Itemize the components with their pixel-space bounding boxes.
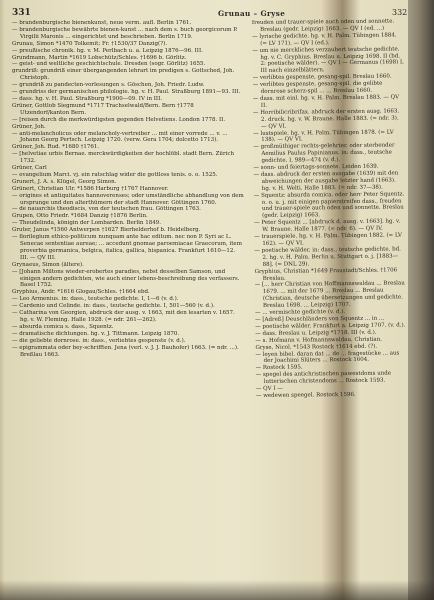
bibliography-entry: — brandenburgische bewährte bienen-kunst ... nach dem s. buch georgicorum P. Virgilii Maronis ... eingerichtet und beschrieben. Berlin 1719. <box>12 26 238 40</box>
left-column <box>12 20 244 600</box>
bibliography-entry: — absurda comica s. dass., Squentz. <box>12 323 114 330</box>
bibliography-entry: — de nauarchis theodiscis, von der teutschen frau. Göttingen 1763. <box>12 206 201 213</box>
bibliography-entry: Grüner, Joh. <box>12 123 46 130</box>
bibliography-entry: Grüner, Joh. Rud. *1680 †1761. <box>12 144 100 151</box>
page-edge <box>0 0 4 600</box>
bibliography-entry: — epigrammata oder bey-schrifften. Jena (verl. v. J. J. Bauhofer) 1663. (= ndr. ...). Breßlau 1663. <box>12 344 239 358</box>
bibliography-entry: grundriß: grundriß einer übergangenden lehrart im predigen s. Gottsched, Joh. Christoph. <box>12 68 235 82</box>
bibliography-entry: — dramatische dichtungen. hg. v. J. Tittmann. Leipzig 1870. <box>12 330 180 337</box>
bibliography-entry: — dass. abdruck der ersten ausgabe (1639) mit den abweichungen der ausgabe letzter hand (1663). hg. v. H. Welti. Halle 1883. (= ndr. 37—38). <box>253 170 399 192</box>
page-number-left: 331 <box>12 8 31 18</box>
running-title: Grunau – Gryse <box>218 9 286 18</box>
bibliography-entry: — Theudelinda, königin der Lombarden. Berlin 1849. <box>12 220 161 227</box>
bibliography-entry: freuden und trauer-spiele auch oden und sonnette. Breslau (gedr. Leipzig) 1663. — QV I (ed. ...) <box>252 18 395 33</box>
bibliography-entry: — dass. hg. v. H. Paul. Straßburg *1900—09. IV in III. <box>12 95 162 102</box>
bibliography-entry: — [Adreß] Deuschländers von Squentz ... in ... <box>255 315 385 323</box>
bibliography-entry: — Squentz: absurda comica. oder herr Peter Squentz. o. o. u. j. mit einigen papierstreifen dass., freuden und trauer-spiele auch oden und sonnette. Breslau (gedr. Leipzig) 1663. <box>253 191 405 220</box>
page-number-right: 332 <box>392 8 408 17</box>
bibliography-entry: Gryphius, Andr. *1616 Glogau/Schles. †1664 ebd. <box>12 289 150 296</box>
bibliography-entry: — preußische chronik. hg. v. M. Perlbach u. a. Leipzig 1876—96. III. <box>12 47 203 54</box>
bibliography-entry: — grundriß zu pandecten-vorlesungen s. Göschen, Joh. Friedr. Ludw. <box>12 82 205 89</box>
bibliography-entry: Grynaeus, Simon (ältere). <box>12 261 84 268</box>
bibliography-entry: Grupen, Otto Friedr. *1684 Danzig †1876 Berlin. <box>12 213 148 220</box>
bibliography-entry: — origines et antiquitates hannoverenses; oder umständliche abhandlung von dem ursprunge und den alterthümern der stadt Hannover. Göttingen 1760. <box>12 192 244 206</box>
bottom-shadow <box>0 580 434 600</box>
bibliography-entry: — ... vermischte gedichte (v. d.). <box>255 309 346 317</box>
bibliography-entry: — sonn- und feiertags-sonnete. Leiden 1639. <box>253 163 379 172</box>
bibliography-entry: — geist- und weltliche geschichtschule. Dresden (sogr. Görlitz) 1655. <box>12 61 206 68</box>
bibliography-entry: — poetische wälder. Frankfurt a. Leipzig 1707. (v. d.). <box>255 322 406 330</box>
bibliography-entry: — Leo Armenius. in: dass., teutsche gedichte. I, 1—6 (v. d.). <box>12 296 179 303</box>
bibliography-entry: — [... herr Christian von Hoffmannswaldau ... Breslau 1679. ... mit der 1679 ... Breslau ... Breslau (Christian, deutsche übersetzungen und gedichte. Breslau 1698. ... Leipzig) 1707. <box>254 280 405 310</box>
bibliography-entry: — Rostock 1595. <box>255 364 303 372</box>
bibliography-entry: — leyen bibel. daran dat ... de ... fragestücke ... aus der Joachimi Slüters ... Rostock 1604. <box>255 349 400 365</box>
bibliography-entry: Gryse, Nicol. *1543 Rostock †1614 ebd. (?). <box>255 343 378 351</box>
bibliography-entry: — um nie merckliches verzaubert teutsche gedichte. hg. v. C. Gryphius. Breslau u. Leipzig 1698. II (bd. 2: poetische wälder). — QV I — Germanus (1698) I, III nach einzelblättern. <box>252 46 404 75</box>
bibliography-entry: — großmüthiger rechts-gelehrter, oder sterbender Aemilius Paulus Papinianus. in: dass., teutsche gedichte. I, 989—474 (v. d.). <box>253 142 395 165</box>
bibliography-entry: — die geliebte dornrose. in: dass., verliebtes gespenste (v. d.). <box>12 337 186 344</box>
bibliography-entry: — anti-melancholicus oder melancholy-vertreiber ... mit einer vorrede ... v. ... Johann Georg Pertsch. Leipzig 1720. (verw. Gera 1704; dolcetto 1713). <box>12 130 228 144</box>
bibliography-entry: — verlibtes gespenste, gesang-spil. die gelibte dornrose scherz-spil ... ... Breslau 1660. <box>252 80 383 95</box>
bibliography-entry: — verlibtes gespenste, gesang-spil. Breslau 1660. <box>252 73 392 82</box>
bibliography-entry: — lyrische gedichte. hg. v. H. Palm. Tübingen 1884. (= LV 171). — QV I (ed.). <box>252 32 397 47</box>
bibliography-entry: — trauerspiele. hg. v. H. Palm. Tübingen 1882. (= LV 162). — QV VI. <box>254 232 403 247</box>
bibliography-entry: — florilegium ethico-politicum nunquam ante hac editum. nec non P. Syri ac L. Senecae sententiae aureae; ... accedunt gnomae paroemiacae Graecorum, item proverbia germanica, belgica, italica, gallica, hispanica. Frankfurt 1610—12. III. — QV III. <box>12 234 242 261</box>
bibliography-entry: — dass. Breslau u. Leipzig *1718. III (v. d.). <box>255 329 377 337</box>
bibliography-entry: Grundmann, Martin *1619 Lobschütz/Schles. †1696 b. Görlitz. <box>12 54 187 61</box>
bibliography-entry: Grüner, Gottlob Siegmund *1717 Trachselwald/Bern. Bern †1778 Utzendorf/kanton Bern. <box>12 102 194 116</box>
bibliography-entry: — Cardenio und Celinde. in: dass., teutsche gedichte. I, 501—560 (v. d.). <box>12 303 215 310</box>
bibliography-entry: — brandenburgische bienenkunst, neue verm. aufl. Berlin 1761. <box>12 20 192 26</box>
bibliography-entry: — s. Hofmann v. Hofmannswaldau, Christian. <box>255 336 383 344</box>
bibliography-entry: — grundriss der germanischen philologie. hg. v. H. Paul. Straßburg 1891—93. III. <box>12 89 241 96</box>
bibliography-entry: — wedewen speegel. Rostock 1596. <box>255 391 356 399</box>
bibliography-entry: Grunert, J. A. s. Klügel, Georg Simon. <box>12 178 117 185</box>
bibliography-entry: — poetische wälder. in: dass., teutsche gedichte. bd. 2. hg. v. H. Palm. Berlin u. Stuttgart o. j. [1883—88]. (= DNL 29). <box>254 246 401 268</box>
bibliography-entry: — [reisen durch die merkwürdigsten gegenden Helvetiens. London 1778. II. <box>12 116 226 123</box>
bibliography-entry: Grüner, Carl <box>12 165 47 172</box>
bibliography-entry: — Catharina von Georgien, abdruck der ausg. v. 1663, mit den lesarten v. 1657. hg. v. W. Fleming. Halle 1928. (= ndr. 261—262). <box>12 310 235 323</box>
bibliography-entry: — Peter Squentz ... [abdruck d. ausg. v. 1663]. hg. v. W. Braune. Halle 1877. (= ndr. 6). — QV IV. <box>254 218 401 234</box>
bibliography-entry: — QV I — <box>255 385 283 393</box>
book-edge <box>408 0 434 600</box>
bibliography-entry: Grünert, Christian Ulr. *1586 Harburg †1767 Hannover. <box>12 185 169 192</box>
bibliography-entry: — Horribilicribrifax. abdruck der ersten ausg. 1663. 2. druck. hg. v. W. Braune. Halle 1883. (= ndr. 3). — QV VI. <box>252 108 400 130</box>
right-column <box>252 18 410 590</box>
bibliography-entry: — spegel des antichristischen pawestdoms unde lutterischen christendoms ... Rostock 1593. <box>255 370 392 386</box>
bibliography-entry: — evangelium Marci. vj. ein ratschlag wider die gottloss tenis. o. o. 1525. <box>12 171 218 178</box>
bibliography-entry: — lustspiele. hg. v. H. Palm. Tübingen 1878. (= LV 138). — QV VI. <box>253 129 394 144</box>
bibliography-entry: Gruter, Janus *1560 Antwerpen †1627 Bierhelderhof b. Heidelberg. <box>12 227 201 234</box>
bibliography-entry: Grunau, Simon *1470 Tolkemit; Fr. †1530/37 Danzig(?). <box>12 40 168 47</box>
bibliography-entry: — [Johann Miltons wieder-erobertes paradies, nebst desselben Samson, und einigen andern gedichten, wie auch einer lebens-beschreibung des verfassers. Basel 1752. <box>12 268 240 289</box>
bibliography-entry: — dass. mit einl. hg. v. H. Palm. Breslau 1883. — QV II. <box>252 94 400 109</box>
bibliography-entry: Gryphius, Christian *1649 Fraustadt/Schles. †1706 Breslau. <box>254 267 398 282</box>
bibliography-entry: — [helvetiae urbis Bernae. merckwürdigkeiten der hochlöbl. stadt Bern. Zürich 1732. <box>12 151 234 165</box>
